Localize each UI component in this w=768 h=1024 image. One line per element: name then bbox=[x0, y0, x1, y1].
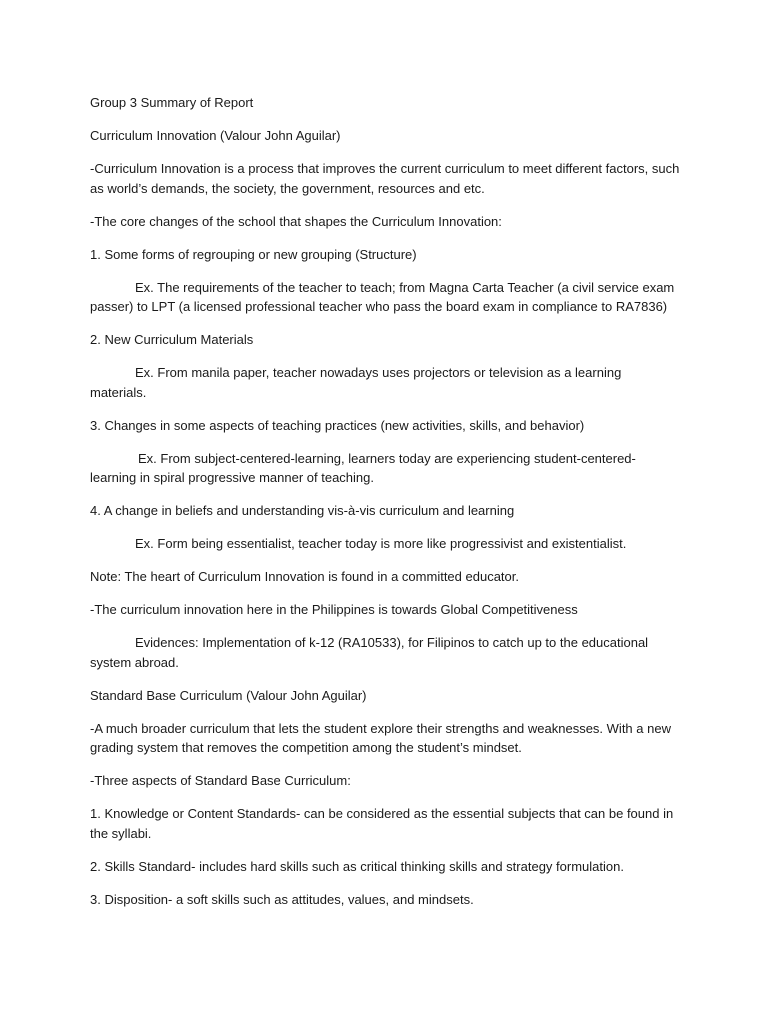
list-item-2: 2. New Curriculum Materials bbox=[90, 332, 254, 347]
paragraph-definition: -Curriculum Innovation is a process that improves the current curriculum to meet different factors, such as world’s demands, the society, the government, resources and etc. bbox=[90, 161, 680, 196]
paragraph-global-competitiveness: -The curriculum innovation here in the Philippines is towards Global Competitiveness bbox=[90, 602, 578, 617]
example-1: Ex. The requirements of the teacher to teach; from Magna Carta Teacher (a civil service exam passer) to LPT (a licensed professional teacher who pass the board exam in compliance to RA7836) bbox=[90, 279, 675, 314]
list-item-4: 4. A change in beliefs and understanding vis-à-vis curriculum and learning bbox=[90, 503, 515, 518]
example-4: Ex. Form being essentialist, teacher today is more like progressivist and existentialist. bbox=[135, 536, 627, 551]
evidences-paragraph: Evidences: Implementation of k-12 (RA10533), for Filipinos to catch up to the educational system abroad. bbox=[90, 635, 649, 670]
section-heading-curriculum-innovation: Curriculum Innovation (Valour John Aguilar) bbox=[90, 128, 341, 143]
aspect-item-3: 3. Disposition- a soft skills such as attitudes, values, and mindsets. bbox=[90, 891, 474, 907]
aspect-item-2: 2. Skills Standard- includes hard skills such as critical thinking skills and strategy formulation. bbox=[90, 858, 624, 874]
example-3: Ex. From subject-centered-learning, learners today are experiencing student-centered-learning in spiral progressive manner of teaching. bbox=[90, 450, 636, 485]
document-title: Group 3 Summary of Report bbox=[90, 95, 254, 110]
document-body bbox=[90, 93, 680, 923]
section-heading-standard-base: Standard Base Curriculum (Valour John Aguilar) bbox=[90, 687, 367, 703]
list-item-1: 1. Some forms of regrouping or new grouping (Structure) bbox=[90, 246, 417, 262]
example-2: Ex. From manila paper, teacher nowadays uses projectors or television as a learning materials. bbox=[90, 365, 622, 400]
paragraph-core-changes: -The core changes of the school that shapes the Curriculum Innovation: bbox=[90, 213, 502, 229]
list-item-3: 3. Changes in some aspects of teaching practices (new activities, skills, and behavior) bbox=[90, 417, 585, 433]
paragraph-three-aspects: -Three aspects of Standard Base Curriculum: bbox=[90, 773, 351, 788]
note-paragraph: Note: The heart of Curriculum Innovation is found in a committed educator. bbox=[90, 569, 519, 584]
paragraph-broader-curriculum: -A much broader curriculum that lets the student explore their strengths and weaknesses. With a new grading system that removes the competition among the student’s mindset. bbox=[90, 720, 671, 755]
aspect-item-1: 1. Knowledge or Content Standards- can be considered as the essential subjects that can be found in the syllabi. bbox=[90, 806, 674, 841]
